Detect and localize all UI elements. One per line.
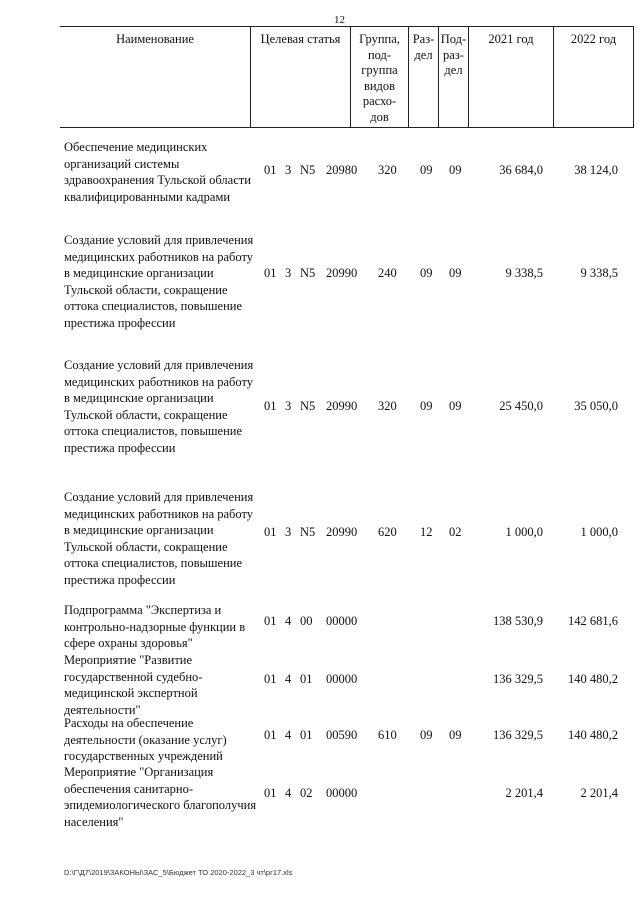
value-2022: 140 480,2 <box>568 728 618 742</box>
subsection: 09 <box>449 163 462 177</box>
section: 09 <box>420 163 433 177</box>
code-event: N5 <box>300 266 316 280</box>
row-name: Создание условий для привлечения медицинских работников на работу в медицинские организации Тульской области, сокращение оттока специалистов, повышение престижа профессии <box>64 233 254 330</box>
header-subsection: Под- раз- дел <box>438 27 468 127</box>
code-subprogram: 3 <box>285 266 292 280</box>
code-direction: 20990 <box>326 266 358 280</box>
table-header <box>60 26 634 128</box>
expense-group: 320 <box>378 163 397 177</box>
section: 09 <box>420 266 433 280</box>
code-program: 01 <box>264 266 277 280</box>
row-name: Создание условий для привлечения медицинских работников на работу в медицинские организации Тульской области, сокращение оттока специалистов, повышение престижа профессии <box>64 490 254 587</box>
value-2021: 2 201,4 <box>505 786 543 800</box>
value-2021: 9 338,5 <box>505 266 543 280</box>
code-direction: 20990 <box>326 525 358 539</box>
code-event: 00 <box>300 614 313 628</box>
code-event: 01 <box>300 728 313 742</box>
header-group: Группа, под- группа видов расхо- дов <box>350 27 408 127</box>
value-2021: 36 684,0 <box>499 163 543 177</box>
value-2021: 138 530,9 <box>493 614 543 628</box>
code-event: N5 <box>300 525 316 539</box>
code-subprogram: 3 <box>285 163 292 177</box>
header-2022: 2022 год <box>553 27 634 127</box>
row-name: Создание условий для привлечения медицинских работников на работу в медицинские организации Тульской области, сокращение оттока специалистов, повышение престижа профессии <box>64 358 254 455</box>
header-target: Целевая статья <box>250 27 350 127</box>
file-path: D:\Г\Д7\2019\ЗАКОНЫ\ЗАС_5\Бюджет ТО 2020-2022_3 чт\рг17.xls <box>64 868 293 877</box>
code-direction: 00000 <box>326 672 358 686</box>
code-direction: 00000 <box>326 614 358 628</box>
row-name: Обеспечение медицинских организаций системы здравоохранения Тульской области квалифицированными кадрами <box>64 140 251 204</box>
code-program: 01 <box>264 672 277 686</box>
value-2022: 142 681,6 <box>568 614 618 628</box>
subsection: 09 <box>449 399 462 413</box>
value-2022: 35 050,0 <box>574 399 618 413</box>
code-event: N5 <box>300 163 316 177</box>
value-2021: 136 329,5 <box>493 672 543 686</box>
header-2021: 2021 год <box>468 27 553 127</box>
code-program: 01 <box>264 728 277 742</box>
row-name: Мероприятие "Развитие государственной судебно-медицинской экспертной деятельности" <box>64 653 203 717</box>
header-section: Раз- дел <box>408 27 438 127</box>
row-name: Мероприятие "Организация обеспечения санитарно-эпидемиологического благополучия населения" <box>64 765 257 829</box>
header-name: Наименование <box>116 32 194 46</box>
code-subprogram: 4 <box>285 614 292 628</box>
code-event: 02 <box>300 786 313 800</box>
code-subprogram: 4 <box>285 786 292 800</box>
code-event: N5 <box>300 399 316 413</box>
code-program: 01 <box>264 525 277 539</box>
code-direction: 20990 <box>326 399 358 413</box>
page-number: 12 <box>334 14 345 26</box>
code-direction: 00000 <box>326 786 358 800</box>
expense-group: 620 <box>378 525 397 539</box>
code-event: 01 <box>300 672 313 686</box>
expense-group: 320 <box>378 399 397 413</box>
value-2022: 140 480,2 <box>568 672 618 686</box>
section: 09 <box>420 728 433 742</box>
value-2022: 2 201,4 <box>580 786 618 800</box>
row-name: Расходы на обеспечение деятельности (оказание услуг) государственных учреждений <box>64 716 227 763</box>
code-program: 01 <box>264 399 277 413</box>
subsection: 02 <box>449 525 462 539</box>
section: 12 <box>420 525 433 539</box>
code-program: 01 <box>264 163 277 177</box>
code-subprogram: 3 <box>285 525 292 539</box>
value-2021: 136 329,5 <box>493 728 543 742</box>
code-subprogram: 4 <box>285 728 292 742</box>
value-2021: 25 450,0 <box>499 399 543 413</box>
value-2022: 38 124,0 <box>574 163 618 177</box>
code-direction: 20980 <box>326 163 358 177</box>
code-program: 01 <box>264 786 277 800</box>
value-2022: 9 338,5 <box>580 266 618 280</box>
code-program: 01 <box>264 614 277 628</box>
expense-group: 240 <box>378 266 397 280</box>
row-name: Подпрограмма "Экспертиза и контрольно-надзорные функции в сфере охраны здоровья" <box>64 603 246 650</box>
code-direction: 00590 <box>326 728 358 742</box>
subsection: 09 <box>449 728 462 742</box>
code-subprogram: 4 <box>285 672 292 686</box>
section: 09 <box>420 399 433 413</box>
value-2021: 1 000,0 <box>505 525 543 539</box>
code-subprogram: 3 <box>285 399 292 413</box>
expense-group: 610 <box>378 728 397 742</box>
subsection: 09 <box>449 266 462 280</box>
value-2022: 1 000,0 <box>580 525 618 539</box>
